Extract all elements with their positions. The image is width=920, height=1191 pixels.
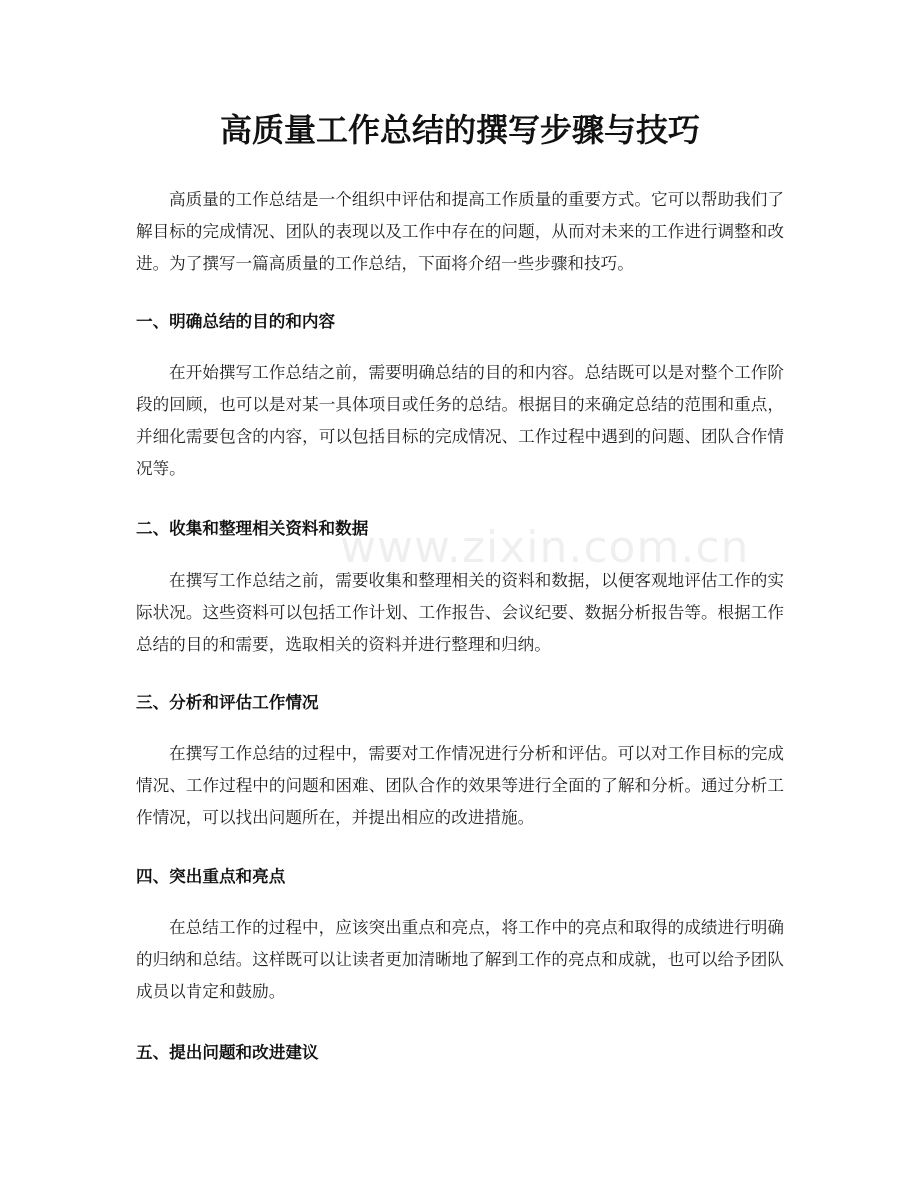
section-heading-2: 二、收集和整理相关资料和数据 [136,519,369,538]
section-heading-1: 一、明确总结的目的和内容 [136,312,336,331]
section-body-2: 在撰写工作总结之前，需要收集和整理相关的资料和数据，以便客观地评估工作的实际状况。这些资料可以包括工作计划、工作报告、会议纪要、数据分析报告等。根据工作总结的目的和需要，选取相关的资料并进行整理和归纳。 [136,571,784,654]
section-heading-5: 五、提出问题和改进建议 [136,1043,319,1062]
intro-paragraph: 高质量的工作总结是一个组织中评估和提高工作质量的重要方式。它可以帮助我们了解目标的完成情况、团队的表现以及工作中存在的问题，从而对未来的工作进行调整和改进。为了撰写一篇高质量的工作总结，下面将介绍一些步骤和技巧。 [136,190,784,273]
watermark: www.zixin.com.cn [340,522,750,573]
section-heading-4: 四、突出重点和亮点 [136,867,286,886]
document-title: 高质量工作总结的撰写步骤与技巧 [219,111,700,149]
section-body-1: 在开始撰写工作总结之前，需要明确总结的目的和内容。总结既可以是对整个工作阶段的回顾，也可以是对某一具体项目或任务的总结。根据目的来确定总结的范围和重点，并细化需要包含的内容，可以包括目标的完成情况、工作过程中遇到的问题、团队合作情况等。 [136,363,784,478]
section-body-4: 在总结工作的过程中，应该突出重点和亮点，将工作中的亮点和取得的成绩进行明确的归纳和总结。这样既可以让读者更加清晰地了解到工作的亮点和成就，也可以给予团队成员以肯定和鼓励。 [136,918,784,1001]
section-body-3: 在撰写工作总结的过程中，需要对工作情况进行分析和评估。可以对工作目标的完成情况、工作过程中的问题和困难、团队合作的效果等进行全面的了解和分析。通过分析工作情况，可以找出问题所在，并提出相应的改进措施。 [136,744,784,827]
section-heading-3: 三、分析和评估工作情况 [136,693,319,712]
